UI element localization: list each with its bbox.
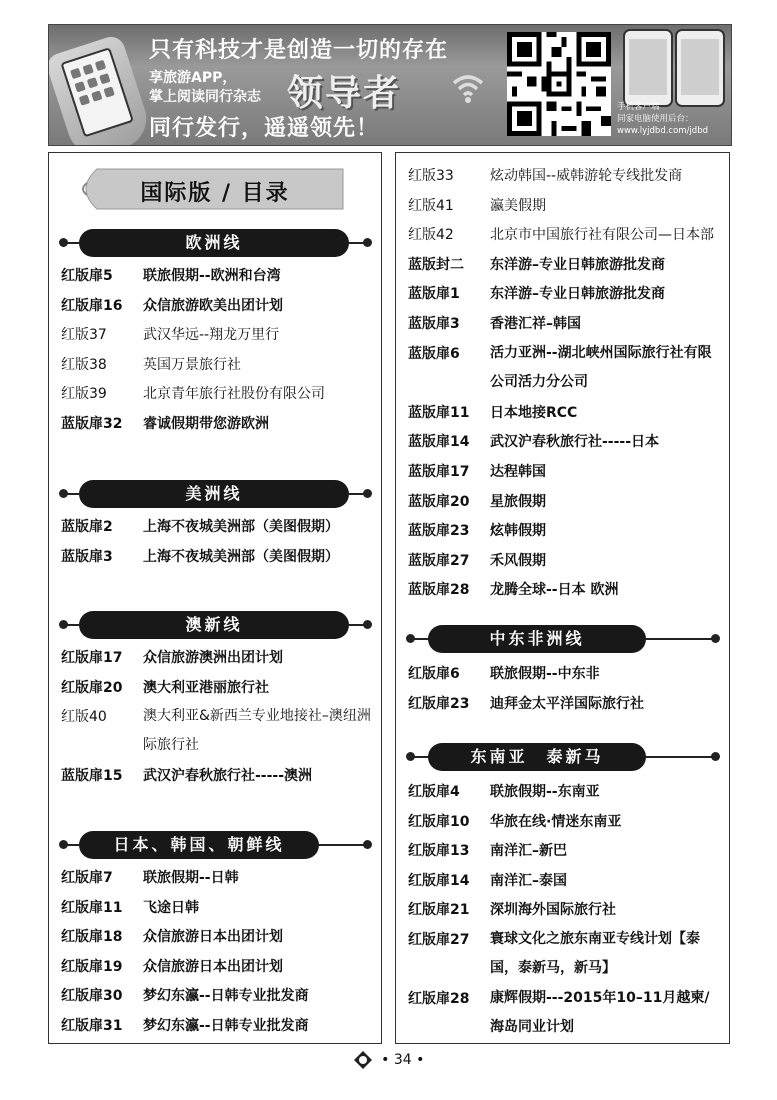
entry-page-code: 红版扉11 <box>61 899 123 916</box>
entry-page-code: 红版扉5 <box>61 268 113 284</box>
entry-page-code: 红版33 <box>408 168 454 184</box>
entry-page-code: 蓝版扉3 <box>61 548 113 565</box>
wifi-icon <box>451 71 485 105</box>
section-dot-left <box>59 489 68 498</box>
entry-advertiser: 达程韩国 <box>490 464 546 480</box>
entry-advertiser: 活力亚洲--湖北峡州国际旅行社有限公司活力分公司 <box>490 344 712 390</box>
right-column <box>395 152 730 1044</box>
section-header <box>49 611 383 639</box>
entry-advertiser: 众信旅游澳洲出团计划 <box>143 650 283 666</box>
entry-advertiser: 梦幻东瀛--日韩专业批发商 <box>143 1018 309 1034</box>
section-dot-right <box>363 238 372 247</box>
page-title-text: 国际版 / 目录 <box>140 181 290 206</box>
entry-advertiser: 联旅假期--中东非 <box>490 666 600 682</box>
banner-leader-text: 领导者 <box>287 73 402 114</box>
entry-advertiser: 睿诚假期带您游欧洲 <box>143 416 269 432</box>
entry-page-code: 蓝版扉23 <box>408 523 470 540</box>
page-number: • 34 • <box>381 1052 425 1068</box>
entry-advertiser: 武汉华远--翔龙万里行 <box>143 327 280 344</box>
banner-caption <box>617 101 725 137</box>
entry-advertiser: 南洋汇–泰国 <box>490 872 567 889</box>
section-header <box>396 625 731 653</box>
entry-page-code: 蓝版扉14 <box>408 434 470 451</box>
entry-advertiser: 南洋汇–新巴 <box>490 843 567 860</box>
section-title: 日本、韩国、朝鲜线 <box>79 831 319 859</box>
section-header <box>49 229 383 257</box>
section-dot-left <box>59 620 68 629</box>
entry-advertiser: 炫韩假期 <box>490 523 546 540</box>
entry-advertiser: 武汉沪春秋旅行社-----日本 <box>490 434 660 451</box>
banner-app-line2: 掌上阅读同行杂志 <box>149 89 261 105</box>
page-footer <box>0 1050 777 1070</box>
entry-page-code: 红版扉7 <box>61 870 113 886</box>
entry-advertiser: 上海不夜城美洲部（美图假期） <box>143 519 339 535</box>
entry-page-code: 红版扉18 <box>61 929 123 946</box>
section-dot-left <box>406 634 415 643</box>
entry-page-code: 蓝版扉15 <box>61 768 123 785</box>
entry-advertiser: 华旅在线·情迷东南亚 <box>490 813 622 830</box>
entry-page-code: 红版40 <box>61 709 107 726</box>
entry-advertiser: 寰球文化之旅东南亚专线计划【泰国，泰新马，新马】 <box>490 931 700 976</box>
banner-app-text <box>149 69 261 107</box>
entry-advertiser: 澳大利亚&新西兰专业地接社–澳纽洲际旅行社 <box>143 708 371 754</box>
mobile-client-phone-image-2 <box>675 29 725 107</box>
entry-advertiser: 飞途日韩 <box>143 899 199 916</box>
banner-app-line1: 享旅游APP， <box>149 70 237 86</box>
entry-advertiser: 众信旅游日本出团计划 <box>143 929 283 946</box>
entry-page-code: 蓝版扉17 <box>408 464 470 480</box>
caption-line2: 同家电脑使用后台： <box>617 114 694 124</box>
entry-page-code: 蓝版扉27 <box>408 552 470 569</box>
section-title: 美洲线 <box>79 480 349 508</box>
entry-advertiser: 东洋游–专业日韩旅游批发商 <box>490 286 665 303</box>
entry-advertiser: 深圳海外国际旅行社 <box>490 902 616 919</box>
caption-line1: 手机客户端 <box>617 102 660 112</box>
page-title <box>73 163 357 215</box>
entry-advertiser: 北京青年旅行社股份有限公司 <box>143 386 325 403</box>
entry-page-code: 红版扉16 <box>61 297 123 314</box>
entry-page-code: 红版39 <box>61 386 107 403</box>
entry-page-code: 红版扉20 <box>61 679 123 696</box>
entry-page-code: 红版扉4 <box>408 784 460 800</box>
entry-advertiser: 康辉假期---2015年10–11月越柬/海岛同业计划 <box>490 990 710 1036</box>
entry-advertiser: 日本地接RCC <box>490 404 578 421</box>
entry-advertiser: 炫动韩国--威韩游轮专线批发商 <box>490 168 683 184</box>
section-dot-right <box>711 752 720 761</box>
section-title: 欧洲线 <box>79 229 349 257</box>
section-header <box>49 480 383 508</box>
banner-tagline: 同行发行，遥遥领先！ <box>149 116 380 141</box>
section-header <box>49 831 383 859</box>
section-rule-right <box>646 638 717 640</box>
entry-page-code: 蓝版扉11 <box>408 404 470 421</box>
section-title: 东南亚 泰新马 <box>428 743 646 771</box>
section-title: 澳新线 <box>79 611 349 639</box>
entry-advertiser: 迪拜金太平洋国际旅行社 <box>490 695 644 712</box>
entry-advertiser: 众信旅游日本出团计划 <box>143 958 283 975</box>
entry-advertiser: 联旅假期--欧洲和台湾 <box>143 268 281 284</box>
entry-page-code: 蓝版扉3 <box>408 316 460 332</box>
entry-advertiser: 东洋游–专业日韩旅游批发商 <box>490 256 665 273</box>
entry-page-code: 红版扉13 <box>408 843 470 860</box>
magazine-logo-icon <box>353 1050 373 1070</box>
entry-advertiser: 禾风假期 <box>490 552 546 569</box>
entry-page-code: 红版扉14 <box>408 872 470 889</box>
entry-page-code: 红版扉10 <box>408 813 470 830</box>
entry-page-code: 红版42 <box>408 227 454 244</box>
entry-page-code: 红版扉27 <box>408 932 470 948</box>
phone-in-hand-image <box>48 33 154 146</box>
section-rule-right <box>646 756 717 758</box>
entry-advertiser: 英国万景旅行社 <box>143 356 241 373</box>
entry-advertiser: 瀛美假期 <box>490 197 546 214</box>
mobile-client-phone-image <box>623 29 673 107</box>
section-dot-left <box>59 238 68 247</box>
entry-advertiser: 梦幻东瀛--日韩专业批发商 <box>143 988 309 1005</box>
top-banner-ad[interactable] <box>48 24 732 146</box>
section-dot-left <box>59 840 68 849</box>
entry-advertiser: 联旅假期--日韩 <box>143 870 239 886</box>
entry-page-code: 红版扉17 <box>61 650 123 666</box>
section-dot-right <box>363 840 372 849</box>
entry-page-code: 红版扉30 <box>61 988 123 1005</box>
section-dot-left <box>406 752 415 761</box>
entry-page-code: 红版扉6 <box>408 666 460 682</box>
section-dot-right <box>711 634 720 643</box>
caption-url[interactable]: www.lyjdbd.com/jdbd <box>617 126 708 136</box>
entry-advertiser: 联旅假期--东南亚 <box>490 784 600 800</box>
entry-page-code: 蓝版封二 <box>408 256 464 273</box>
left-column <box>48 152 382 1044</box>
entry-page-code: 红版扉19 <box>61 958 123 975</box>
entry-page-code: 蓝版扉20 <box>408 493 470 510</box>
entry-page-code: 红版41 <box>408 197 454 214</box>
entry-page-code: 红版扉21 <box>408 902 470 919</box>
section-title: 中东非洲线 <box>428 625 646 653</box>
entry-advertiser: 众信旅游欧美出团计划 <box>143 297 283 314</box>
entry-advertiser: 澳大利亚港丽旅行社 <box>143 679 269 696</box>
entry-page-code: 蓝版扉28 <box>408 582 470 599</box>
entry-page-code: 蓝版扉6 <box>408 345 460 362</box>
section-dot-right <box>363 489 372 498</box>
entry-page-code: 红版扉28 <box>408 991 470 1008</box>
entry-page-code: 红版38 <box>61 356 107 373</box>
entry-advertiser: 北京市中国旅行社有限公司—日本部 <box>490 227 714 244</box>
entry-advertiser: 星旅假期 <box>490 493 546 510</box>
entry-page-code: 蓝版扉1 <box>408 286 460 303</box>
qr-code[interactable] <box>507 32 611 136</box>
section-dot-right <box>363 620 372 629</box>
entry-page-code: 红版37 <box>61 327 107 344</box>
entry-advertiser: 上海不夜城美洲部（美图假期） <box>143 548 339 565</box>
banner-slogan: 只有科技才是创造一切的存在 <box>149 38 449 63</box>
entry-advertiser: 龙腾全球--日本 欧洲 <box>490 582 619 599</box>
entry-page-code: 蓝版扉32 <box>61 416 123 432</box>
entry-page-code: 红版扉23 <box>408 695 470 712</box>
section-header <box>396 743 731 771</box>
entry-page-code: 红版扉31 <box>61 1018 123 1034</box>
entry-advertiser: 武汉沪春秋旅行社-----澳洲 <box>143 768 313 785</box>
section-rule-right <box>319 844 369 846</box>
entry-advertiser: 香港汇祥–韩国 <box>490 316 581 332</box>
entry-page-code: 蓝版扉2 <box>61 519 113 535</box>
